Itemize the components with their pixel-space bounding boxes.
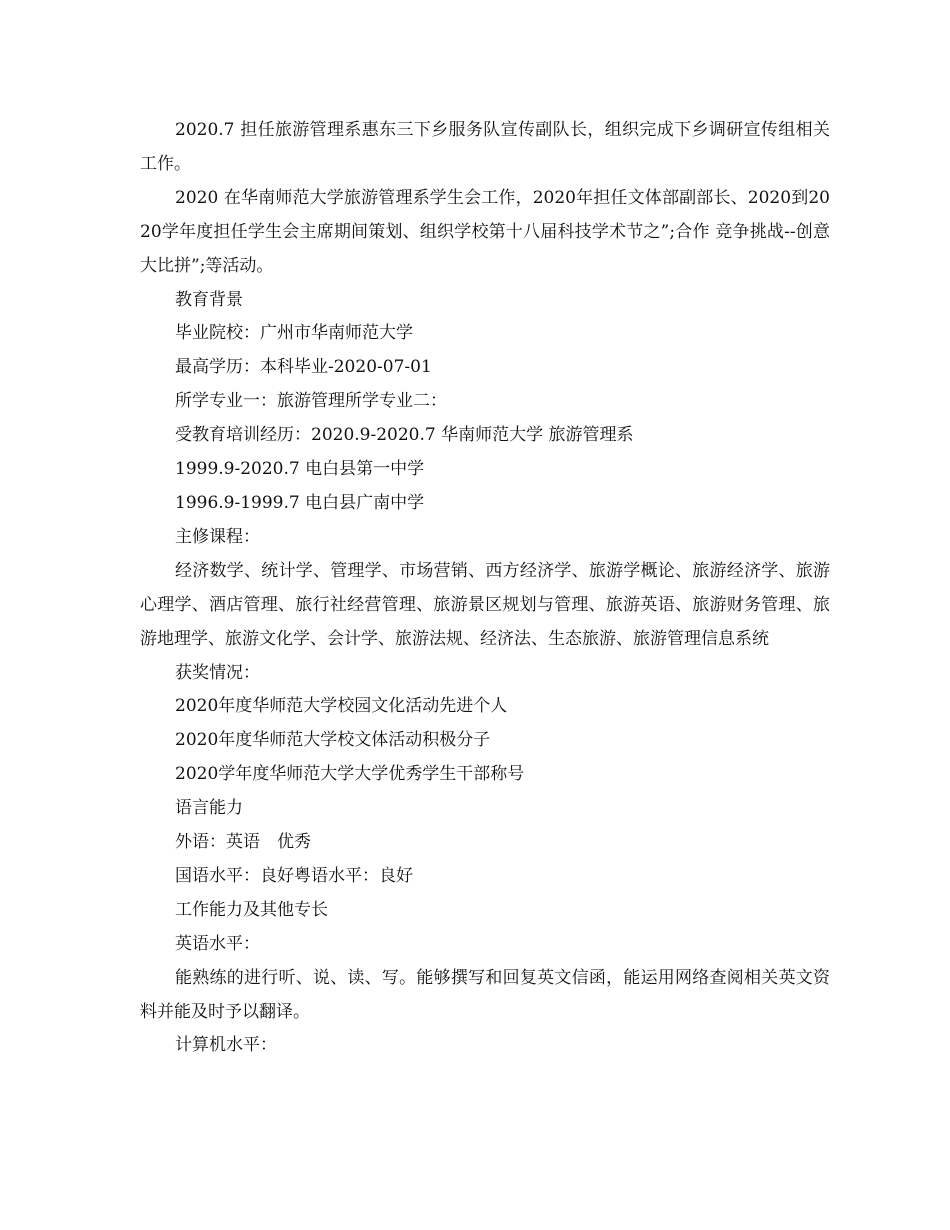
paragraph-english-skills: 能熟练的进行听、说、读、写。能够撰写和回复英文信函，能运用网络查阅相关英文资料并能及时予以翻译。 [140,967,830,1022]
field-major: 所学专业一：旅游管理所学专业二： [175,391,447,412]
section-heading-education: 教育背景 [175,289,243,310]
field-education-history: 受教育培训经历：2020.9-2020.7 华南师范大学 旅游管理系 [175,425,634,446]
section-heading-courses: 主修课程： [175,526,260,547]
section-heading-skills: 工作能力及其他专长 [175,899,328,920]
education-history-item: 1999.9-2020.7 电白县第一中学 [175,459,425,480]
award-item: 2020年度华师范大学校园文化活动先进个人 [175,696,508,717]
award-item: 2020学年度华师范大学大学优秀学生干部称号 [175,764,525,785]
field-dialect-level: 国语水平：良好粤语水平：良好 [175,865,413,886]
field-highest-degree: 最高学历：本科毕业-2020-07-01 [175,357,432,378]
field-english-level: 英语水平： [175,933,260,954]
education-history-item: 1996.9-1999.7 电白县广南中学 [175,492,425,513]
award-item: 2020年度华师范大学校文体活动积极分子 [175,730,491,751]
field-computer-level: 计算机水平： [175,1035,277,1056]
document-body [140,114,830,1063]
field-graduate-school: 毕业院校：广州市华南师范大学 [175,323,413,344]
section-heading-awards: 获奖情况： [175,662,260,683]
paragraph-course-list: 经济数学、统计学、管理学、市场营销、西方经济学、旅游学概论、旅游经济学、旅游心理学、酒店管理、旅行社经营管理、旅游景区规划与管理、旅游英语、旅游财务管理、旅游地理学、旅游文化学、会计学、旅游法规、经济法、生态旅游、旅游管理信息系统 [140,560,830,649]
paragraph-student-union: 2020 在华南师范大学旅游管理系学生会工作，2020年担任文体部副部长、2020到2020学年度担任学生会主席期间策划、组织学校第十八届科技学术节之”;合作 竞争挑战--创意大比拼”;等活动。 [140,187,830,276]
field-foreign-language: 外语：英语 优秀 [175,832,311,853]
section-heading-language: 语言能力 [175,798,243,819]
paragraph-volunteer-role: 2020.7 担任旅游管理系惠东三下乡服务队宣传副队长，组织完成下乡调研宣传组相关工作。 [140,120,830,174]
